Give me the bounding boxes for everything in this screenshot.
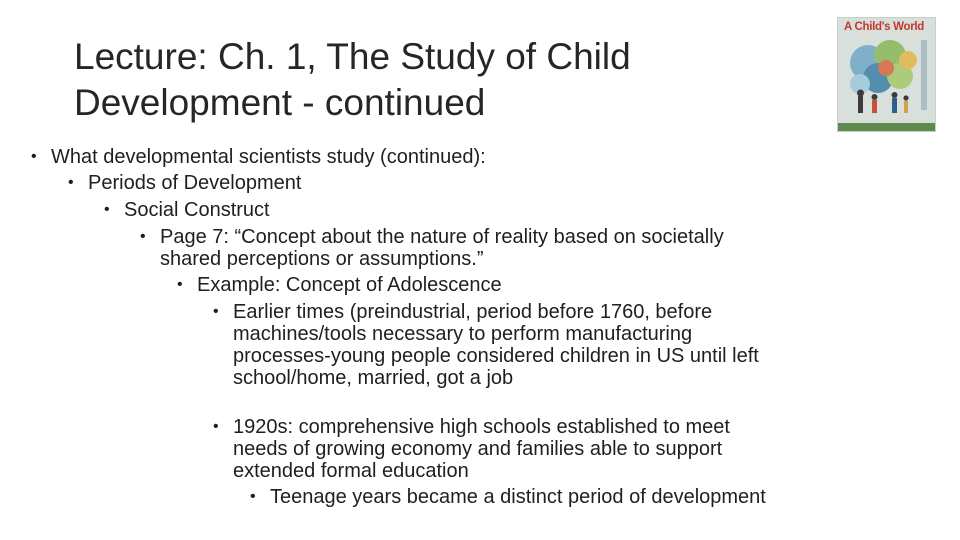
bullet-text: [233, 416, 730, 482]
bullet-text: [160, 226, 724, 270]
book-cover-image: [838, 18, 935, 131]
bullet-marker: •: [213, 418, 219, 435]
bullet-text: What developmental scientists study (continued):: [51, 146, 486, 168]
bullet-text-line: 1920s: comprehensive high schools established to meet: [233, 416, 730, 438]
bullet-text: [233, 301, 759, 389]
bullet-marker: •: [140, 228, 146, 245]
bullet-text-line: processes-young people considered children in US until left: [233, 345, 759, 367]
bullet-marker: •: [250, 488, 256, 505]
slide-title: [74, 34, 774, 126]
bullet-marker: •: [213, 303, 219, 320]
title-line-2: Development - continued: [74, 82, 486, 123]
bullet-text-line: Earlier times (preindustrial, period before 1760, before: [233, 301, 713, 323]
cover-title: A Child's World: [844, 21, 925, 33]
bullet-text: Teenage years became a distinct period of development: [270, 486, 766, 508]
bullet-text-line: machines/tools necessary to perform manufacturing: [233, 323, 693, 345]
bullet-marker: •: [31, 148, 37, 165]
bullet-text: Social Construct: [124, 199, 270, 221]
title-line-1: Lecture: Ch. 1, The Study of Child: [74, 36, 631, 77]
bullet-text-line: shared perceptions or assumptions.”: [160, 248, 484, 270]
bullet-text-line: extended formal education: [233, 460, 469, 482]
bullet-text-line: needs of growing economy and families able to support: [233, 438, 723, 460]
bullet-marker: •: [68, 174, 74, 191]
bullet-marker: •: [177, 276, 183, 293]
bullet-text: Example: Concept of Adolescence: [197, 274, 502, 296]
bullet-text-line: Page 7: “Concept about the nature of reality based on societally: [160, 226, 724, 248]
bullet-marker: •: [104, 201, 110, 218]
bullet-text: Periods of Development: [88, 172, 302, 194]
cover-spine-text: [921, 40, 927, 110]
bullet-text-line: school/home, married, got a job: [233, 367, 514, 389]
